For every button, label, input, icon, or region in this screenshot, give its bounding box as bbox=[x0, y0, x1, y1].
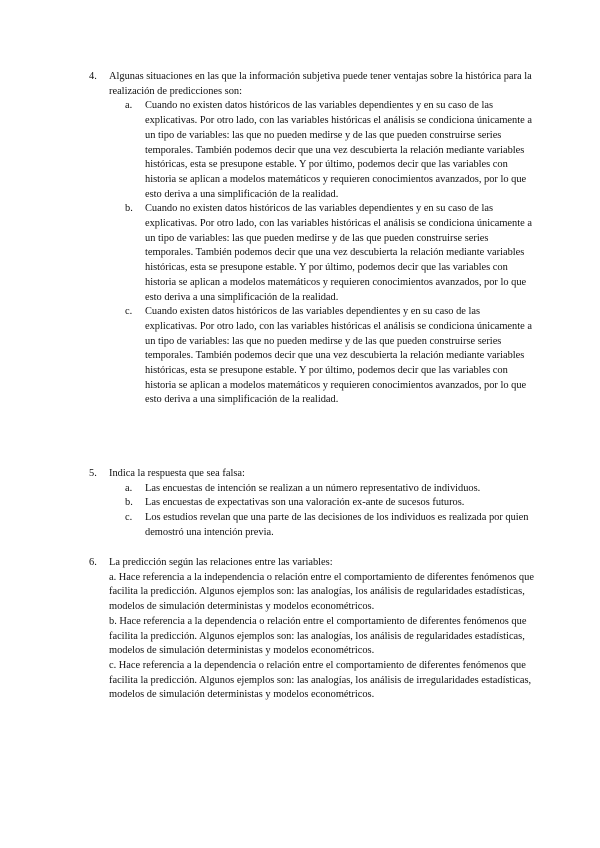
option-text: Cuando existen datos históricos de las variables dependientes y en su caso de las explicativas. Por otro lado, con las variables históricas el análisis se condiciona únicamente a un tipo de variables: las que no pueden medirse y de las que pueden construirse series temporales. También podemos decir que una vez descubierta la relación mediante variables históricas, esta se presupone estable. Y por último, podemos decir que las variables con historia se aplican a modelos matemáticos y requieren conocimientos avanzados, por lo que esto deriva a una simplificación de la realidad. bbox=[145, 306, 532, 406]
option-a: a. Hace referencia a la independencia o relación entre el comportamiento de diferentes fenómenos que facilita la predicción. Algunos ejemplos son: las analogías, los análisis de regularidades estadísticas, modelos de simulación deterministas y modelos econométricos. bbox=[109, 571, 534, 613]
option-letter: c. bbox=[125, 306, 133, 318]
question-text: La predicción según las relaciones entre las variables: bbox=[109, 557, 333, 568]
option-b: b. Hace referencia a la dependencia o relación entre el comportamiento de diferentes fenómenos que facilita la predicción. Algunos ejemplos son: las analogías, los análisis de regularidades estadísticas, modelos de simulación deterministas y modelos econométricos. bbox=[109, 615, 527, 657]
question-4 bbox=[89, 70, 534, 408]
option-c: c. Hace referencia a la dependencia o relación entre el comportamiento de diferentes fenómenos que facilita la predicción. Algunos ejemplos son: las analogías, los análisis de irregularidades estadísticas, modelos de simulación deterministas y modelos econométricos. bbox=[109, 659, 532, 701]
question-5-options bbox=[89, 482, 534, 541]
option-c bbox=[89, 511, 534, 540]
question-6-stem bbox=[89, 556, 534, 571]
question-text: Algunas situaciones en las que la información subjetiva puede tener ventajas sobre la histórica para la realización de predicciones son: bbox=[109, 71, 532, 97]
option-c bbox=[89, 305, 534, 408]
question-4-options bbox=[89, 99, 534, 408]
option-a bbox=[89, 482, 534, 497]
question-6-options bbox=[89, 571, 534, 703]
option-letter: b. bbox=[125, 203, 133, 215]
option-letter: c. bbox=[125, 512, 133, 524]
option-text: Las encuestas de expectativas son una valoración ex-ante de sucesos futuros. bbox=[145, 497, 465, 509]
question-5 bbox=[89, 467, 534, 541]
option-letter: b. bbox=[125, 497, 133, 509]
question-number: 6. bbox=[89, 557, 97, 568]
option-b bbox=[89, 202, 534, 305]
question-number: 5. bbox=[89, 468, 97, 479]
question-number: 4. bbox=[89, 71, 97, 82]
question-6 bbox=[89, 556, 534, 703]
option-a bbox=[89, 99, 534, 202]
option-letter: a. bbox=[125, 482, 133, 494]
option-text: Los estudios revelan que una parte de las decisiones de los individuos es realizada por quien demostró una intención previa. bbox=[145, 512, 529, 538]
question-4-stem bbox=[89, 70, 534, 99]
option-text: Cuando no existen datos históricos de las variables dependientes y en su caso de las explicativas. Por otro lado, con las variables históricas el análisis se condiciona únicamente a un tipo de variables: las que pueden medirse y de las que pueden construirse series temporales. También podemos decir que una vez descubierta la relación mediante variables históricas, esta se presupone estable. Y por último, podemos decir que las variables con historia se aplican a modelos matemáticos y requieren conocimientos avanzados, por lo que esto deriva a una simplificación de la realidad. bbox=[145, 203, 532, 303]
option-letter: a. bbox=[125, 100, 133, 112]
option-text: Cuando no existen datos históricos de las variables dependientes y en su caso de las explicativas. Por otro lado, con las variables históricas el análisis se condiciona únicamente a un tipo de variables: las que no pueden medirse y de las que pueden construirse series temporales. También podemos decir que una vez descubierta la relación mediante variables históricas, esta se presupone estable. Y por último, podemos decir que las variables con historia se aplican a modelos matemáticos y requieren conocimientos avanzados, por lo que esto deriva a una simplificación de la realidad. bbox=[145, 100, 532, 200]
question-text: Indica la respuesta que sea falsa: bbox=[109, 468, 245, 479]
question-5-stem bbox=[89, 467, 534, 482]
option-text: Las encuestas de intención se realizan a un número representativo de individuos. bbox=[145, 482, 481, 494]
option-b bbox=[89, 496, 534, 511]
